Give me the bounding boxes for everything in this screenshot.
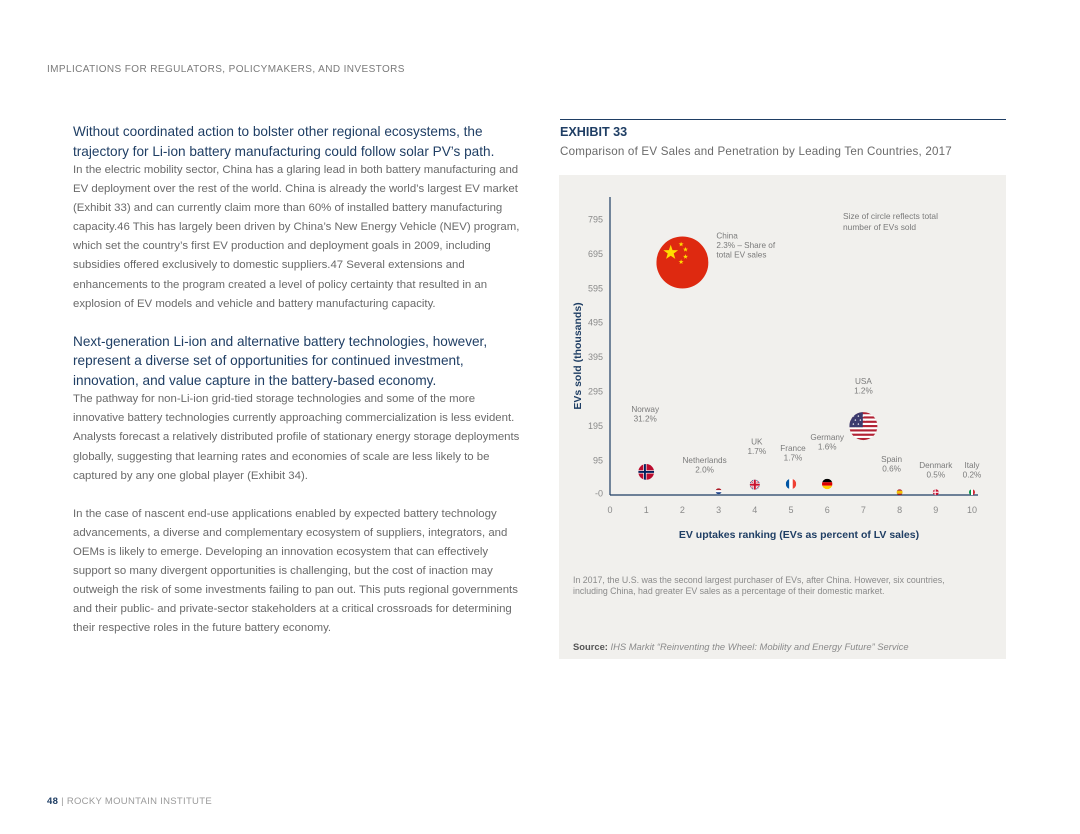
footer-separator: | [58, 796, 67, 807]
source-label: Source: [573, 641, 608, 652]
lead-paragraph-2: Next-generation Li-ion and alternative battery technologies, however, represent a diverse set of opportunities for continued investment, innovation, and value capture in the battery-based economy. [73, 333, 488, 388]
x-tick-label: 4 [752, 505, 758, 515]
data-point-norway [638, 464, 654, 480]
x-tick-label: 8 [897, 505, 903, 515]
size-legend-note: number of EVs sold [843, 222, 917, 232]
point-label: UK [751, 437, 763, 447]
exhibit-panel [559, 175, 1006, 659]
y-tick-label: 395 [587, 352, 603, 363]
body-paragraph-1: In the electric mobility sector, China has a glaring lead in both battery manufacturing and EV deployment over the rest of the world. China is already the world’s largest EV market (Exhibit 33) and can currently claim more than 60% of installed battery manufacturing capacity.46 This has largely been driven by China’s New Energy Vehicle (NEV) program, which set the country’s first EV production and deployment goals in 2009, including subsidies offered exclusively to domestic suppliers.47 Several extensions and enhancements to the program created a level of policy certainty that resulted in an explosion of EV models and vehicle and battery manufacturing capacity. [73, 164, 520, 310]
exhibit-subtitle: Comparison of EV Sales and Penetration by Leading Ten Countries, 2017 [560, 145, 952, 158]
point-label: Denmark [919, 461, 953, 471]
point-label: 0.6% [882, 464, 901, 474]
x-tick-label: 5 [788, 505, 794, 515]
ev-scatter-chart [559, 175, 1006, 565]
y-tick-label: 95 [592, 455, 603, 466]
source-text: IHS Markit “Reinventing the Wheel: Mobility and Energy Future” Service [610, 641, 909, 652]
point-label: 0.2% [962, 470, 982, 480]
exhibit-divider [560, 119, 1006, 120]
point-label: Italy [964, 461, 980, 471]
y-axis-title: EVs sold (thousands) [572, 302, 584, 410]
point-label: 1.2% [854, 386, 873, 396]
x-tick-label: 6 [824, 505, 830, 515]
point-label: Germany [810, 432, 845, 442]
page-footer [47, 796, 212, 807]
y-tick-label: -0 [594, 488, 603, 499]
point-label: USA [854, 377, 872, 387]
point-label: China [716, 231, 738, 241]
page-number: 48 [47, 796, 59, 807]
data-point-china [656, 236, 708, 288]
footer-org: ROCKY MOUNTAIN INSTITUTE [66, 796, 212, 807]
point-label: Spain [881, 455, 903, 465]
data-point-france [786, 479, 796, 489]
point-label: 1.6% [817, 442, 837, 452]
x-tick-label: 0 [607, 505, 613, 515]
body-paragraph-3: In the case of nascent end-use applications enabled by expected battery technology advancements, a diverse and complementary ecosystem of suppliers, integrators, and OEMs is likely to emerge. Developing an innovation ecosystem that can effectively support so many divergent opportunities is challenging, but the cost of inaction may outweigh the risk of some investments failing to pan out. This puts regional governments and their public- and private-sector stakeholders at a critical crossroads for determining their respective roles in the future battery economy. [73, 507, 518, 635]
x-tick-label: 1 [643, 505, 649, 515]
x-axis-title: EV uptakes ranking (EVs as percent of LV sales) [678, 529, 920, 541]
y-tick-label: 595 [587, 283, 603, 294]
point-label: 2.0% [695, 465, 714, 475]
y-tick-label: 495 [587, 317, 603, 328]
exhibit-label: EXHIBIT 33 [560, 125, 628, 139]
x-tick-label: 10 [966, 505, 978, 515]
y-tick-label: 195 [587, 421, 603, 432]
data-point-netherlands [716, 488, 722, 494]
point-label: 31.2% [633, 414, 657, 424]
x-tick-label: 9 [933, 505, 939, 515]
point-label: 2.3% – Share of [716, 240, 776, 250]
lead-paragraph-1: Without coordinated action to bolster other regional ecosystems, the trajectory for Li-ion battery manufacturing could follow solar PV’s path. [73, 124, 495, 159]
exhibit-source [573, 641, 909, 652]
section-header: IMPLICATIONS FOR REGULATORS, POLICYMAKERS, AND INVESTORS [47, 64, 405, 75]
y-tick-label: 695 [587, 248, 603, 259]
y-tick-label: 795 [587, 214, 603, 225]
data-point-spain [897, 489, 903, 495]
data-point-usa [849, 412, 877, 440]
y-tick-label: 295 [587, 386, 603, 397]
point-label: 1.7% [747, 447, 767, 457]
body-paragraph-2: The pathway for non-Li-ion grid-tied storage technologies and some of the more innovative battery technologies currently approaching commercialization is less evident. Analysts forecast a relatively distributed profile of stationary energy storage deployments globally, suggesting that learning rates and economies of scale are less likely to be captured by any one global player (Exhibit 34). [73, 393, 520, 482]
x-tick-label: 3 [716, 505, 722, 515]
x-tick-label: 2 [679, 505, 685, 515]
point-label: total EV sales [716, 250, 767, 260]
point-label: France [780, 443, 806, 453]
size-legend-note: Size of circle reflects total [843, 211, 938, 221]
point-label: 0.5% [926, 470, 946, 480]
point-label: Norway [631, 404, 660, 414]
data-point-germany [822, 479, 832, 489]
x-tick-label: 7 [860, 505, 866, 515]
data-point-italy [969, 489, 975, 495]
data-point-uk [750, 480, 760, 490]
body-text [73, 122, 525, 638]
point-label: 1.7% [783, 453, 803, 463]
data-point-denmark [933, 489, 939, 495]
exhibit-note: In 2017, the U.S. was the second largest purchaser of EVs, after China. However, six countries, including China, had greater EV sales as a percentage of their domestic market. [573, 575, 945, 597]
point-label: Netherlands [682, 456, 727, 466]
